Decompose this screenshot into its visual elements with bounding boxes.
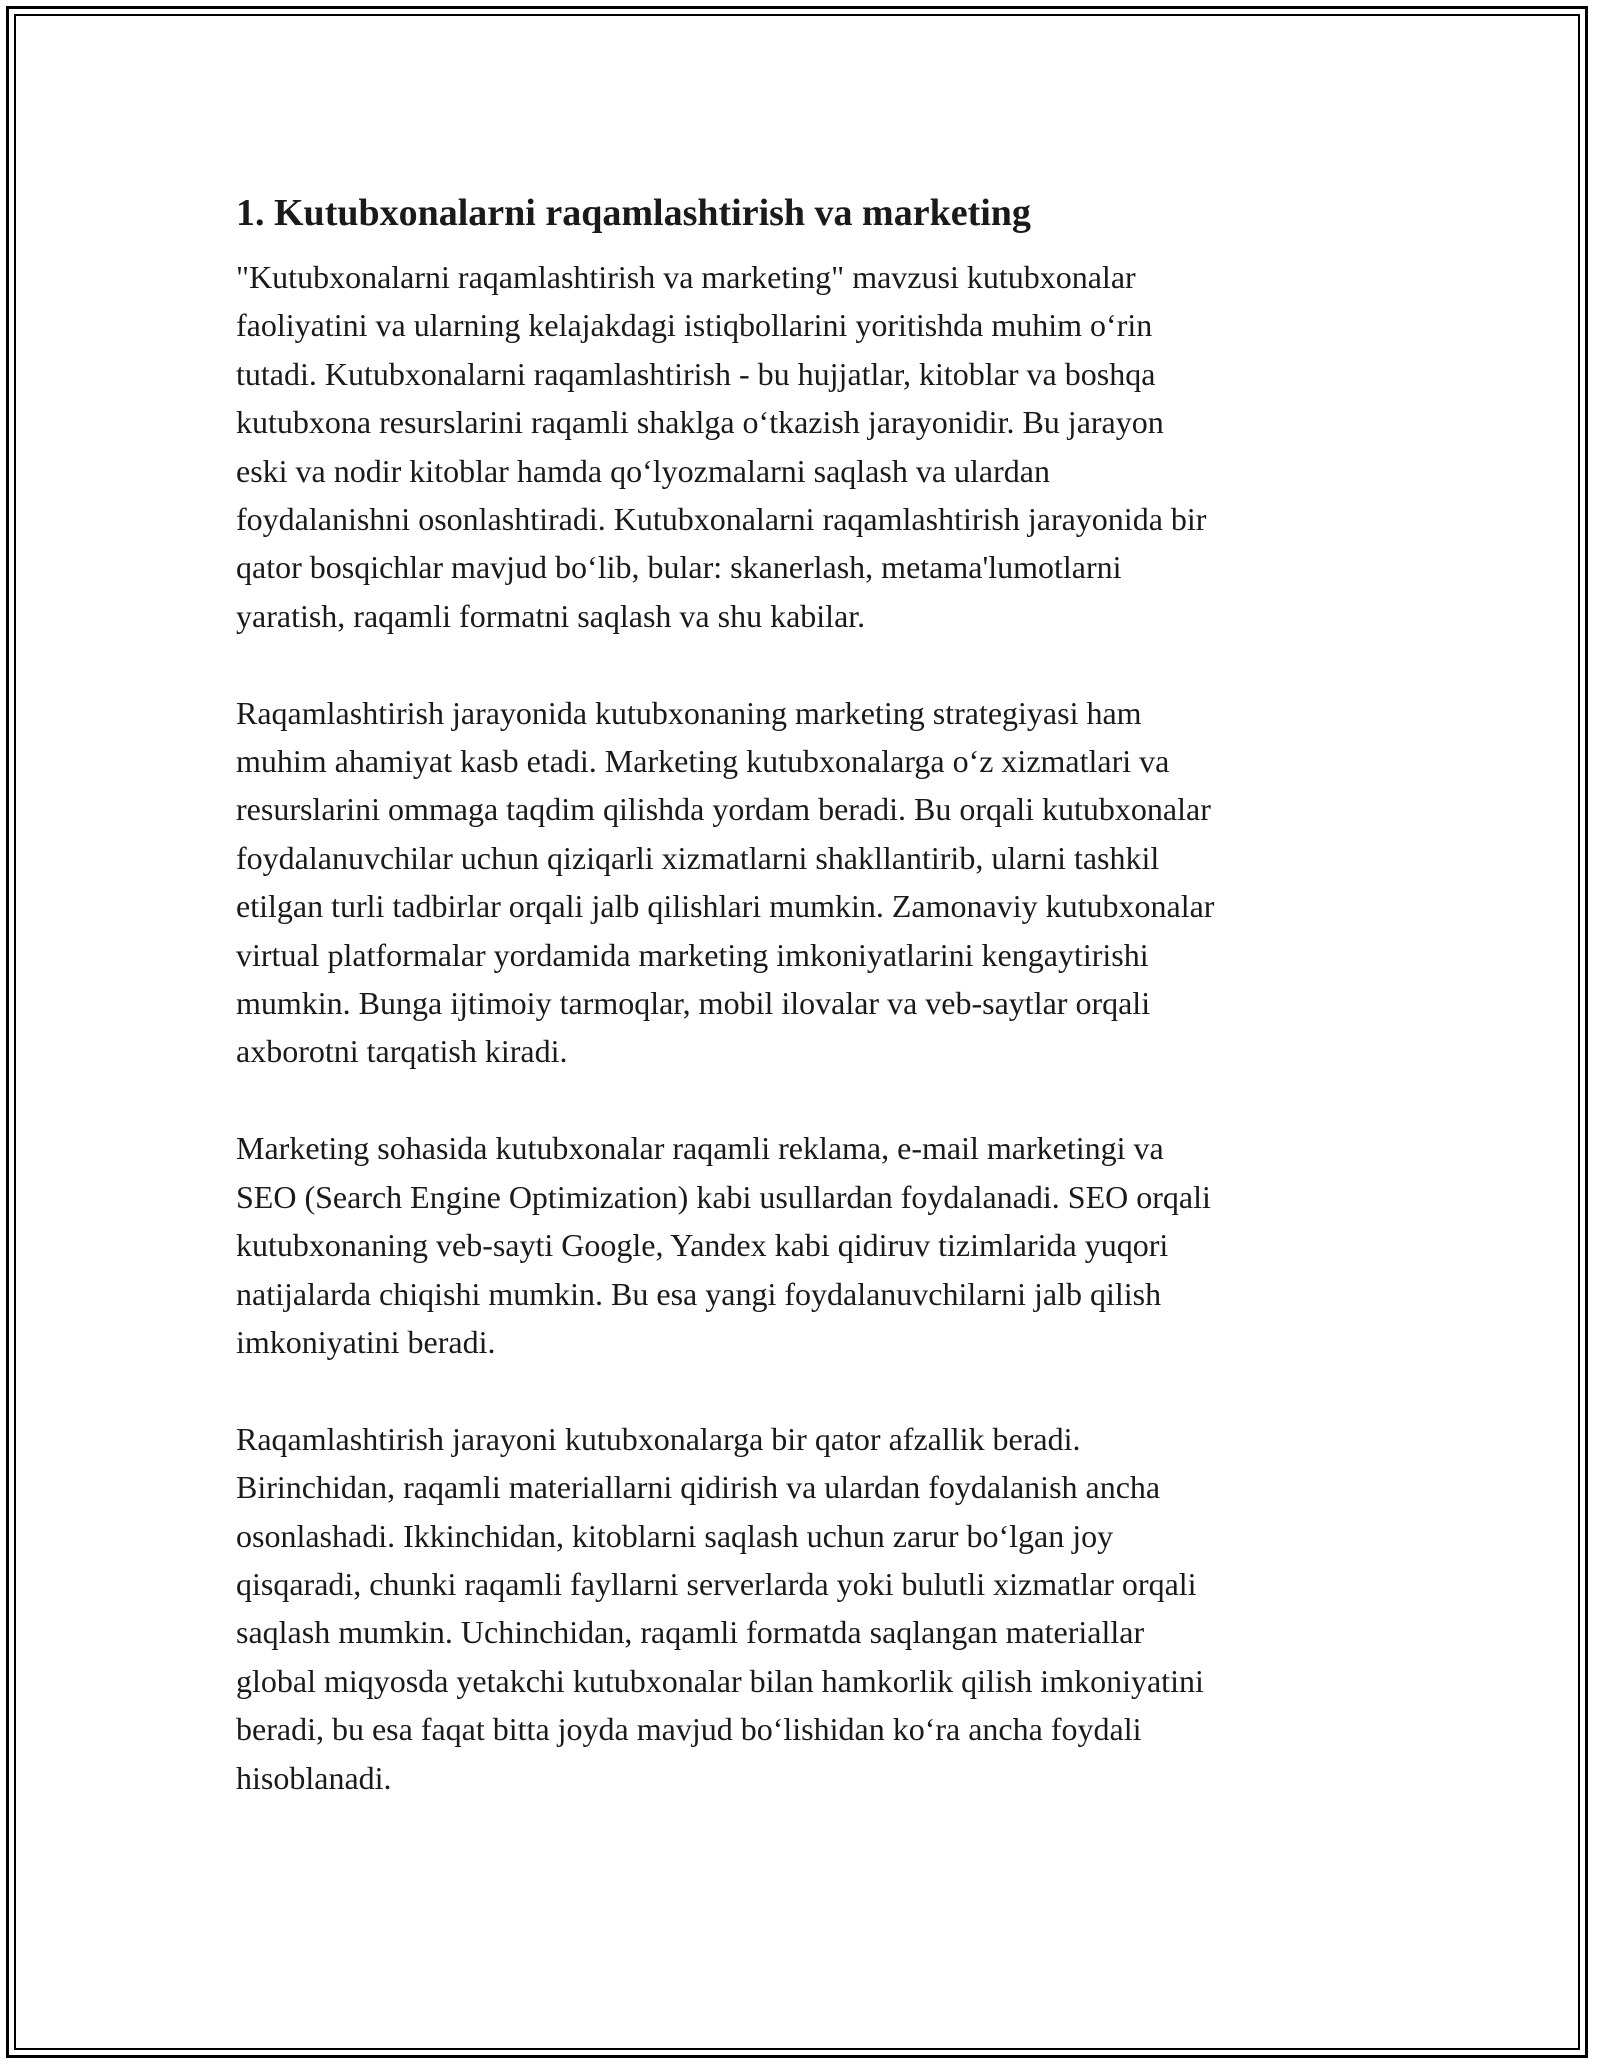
paragraph-digitization-intro: "Kutubxonalarni raqamlashtirish va marketing" mavzusi kutubxonalar faoliyatini va ularning kelajakdagi istiqbollarini yoritishda muhim o‘rin tutadi. Kutubxonalarni raqamlashtirish - bu hujjatlar, kitoblar va boshqa kutubxona resurslarini raqamli shaklga o‘tkazish jarayonidir. Bu jarayon eski va nodir kitoblar hamda qo‘lyozmalarni saqlash va ulardan foydalanishni osonlashtiradi. Kutubxonalarni raqamlashtirish jarayonida bir qator bosqichlar mavjud bo‘lib, bular: skanerlash, metama'lumotlarni yaratish, raqamli formatni saqlash va shu kabilar. (236, 259, 1207, 634)
paragraph-digitization-benefits: Raqamlashtirish jarayoni kutubxonalarga bir qator afzallik beradi. Birinchidan, raqamli materiallarni qidirish va ulardan foydalanish ancha osonlashadi. Ikkinchidan, kitoblarni saqlash uchun zarur bo‘lgan joy qisqaradi, chunki raqamli fayllarni serverlarda yoki bulutli xizmatlar orqali saqlash mumkin. Uchinchidan, raqamli formatda saqlangan materiallar global miqyosda yetakchi kutubxonalar bilan hamkorlik qilish imkoniyatini beradi, bu esa faqat bitta joyda mavjud bo‘lishidan ko‘ra ancha foydali hisoblanadi. (236, 1420, 1204, 1796)
document-body (236, 183, 1386, 1850)
paragraph-marketing-strategy: Raqamlashtirish jarayonida kutubxonaning marketing strategiyasi ham muhim ahamiyat kasb etadi. Marketing kutubxonalarga o‘z xizmatlari va resurslarini ommaga taqdim qilishda yordam beradi. Bu orqali kutubxonalar foydalanuvchilar uchun qiziqarli xizmatlarni shakllantirib, ularni tashkil etilgan turli tadbirlar orqali jalb qilishlari mumkin. Zamonaviy kutubxonalar virtual platformalar yordamida marketing imkoniyatlarini kengaytirishi mumkin. Bunga ijtimoiy tarmoqlar, mobil ilovalar va veb-saytlar orqali axborotni tarqatish kiradi. (236, 694, 1215, 1070)
paragraph-digital-marketing-seo: Marketing sohasida kutubxonalar raqamli reklama, e-mail marketingi va SEO (Search Engine Optimization) kabi usullardan foydalanadi. SEO orqali kutubxonaning veb-sayti Google, Yandex kabi qidiruv tizimlarida yuqori natijalarda chiqishi mumkin. Bu esa yangi foydalanuvchilarni jalb qilish imkoniyatini beradi. (236, 1130, 1211, 1360)
page-title: 1. Kutubxonalarni raqamlashtirish va marketing (236, 192, 1031, 234)
